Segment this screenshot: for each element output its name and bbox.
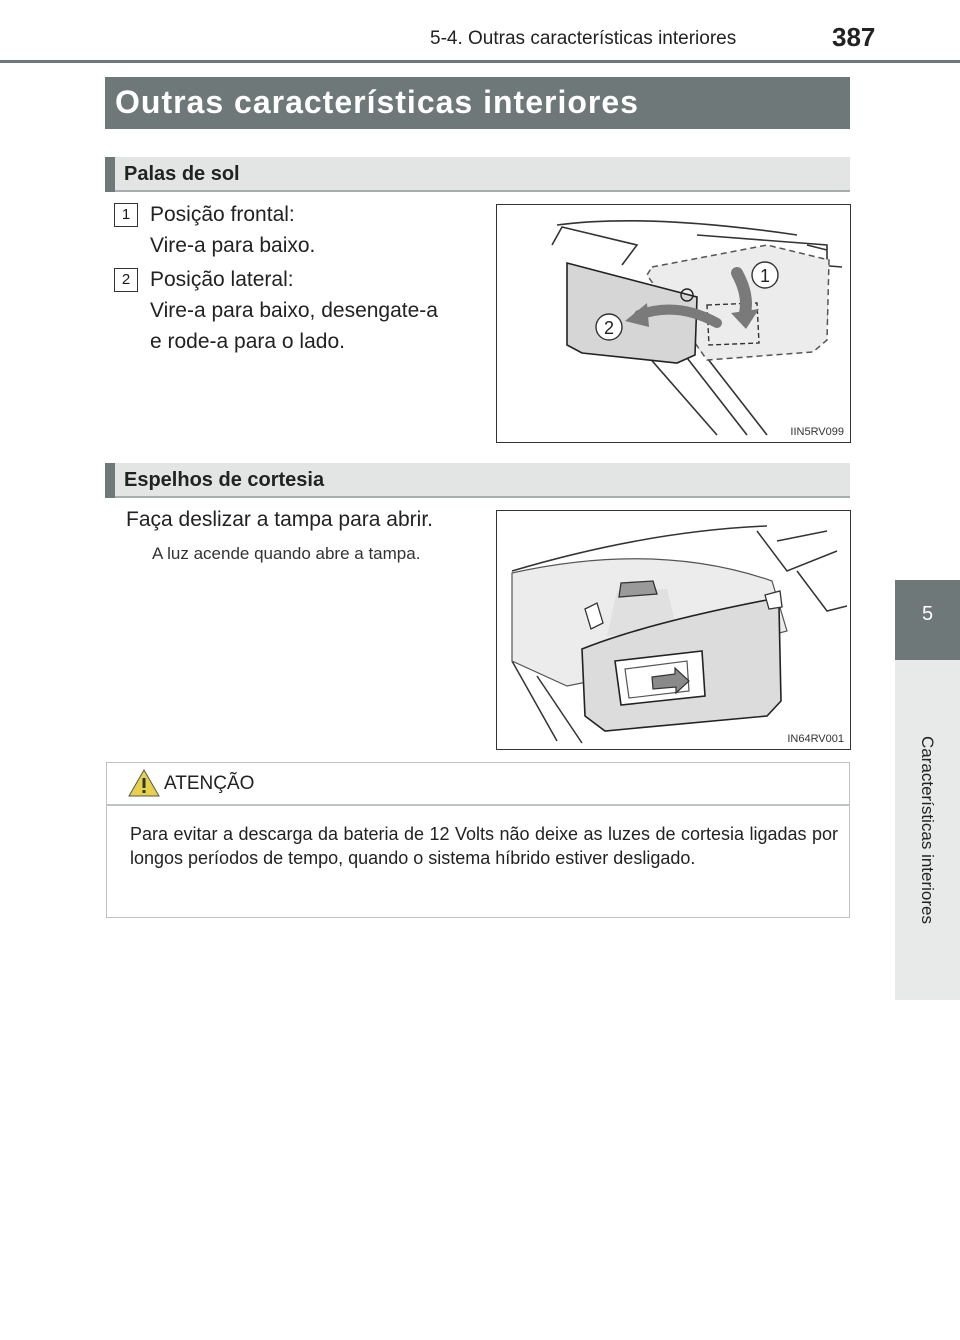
item-2-line3: e rode-a para o lado.: [150, 330, 345, 353]
warning-triangle-icon: [127, 768, 161, 798]
chapter-label: Características interiores: [918, 735, 937, 925]
page-title: Outras características interiores: [115, 84, 639, 120]
item-number-2: 2: [114, 268, 138, 292]
item-1-text: [150, 199, 315, 261]
item-2-line1: Posição lateral:: [150, 268, 294, 291]
sun-visor-illustration: [496, 204, 851, 443]
vanity-mirror-drawing: [497, 511, 850, 749]
mirror-instruction: Faça deslizar a tampa para abrir.: [126, 508, 433, 531]
callout-1: 1: [759, 266, 771, 286]
chapter-number: 5: [921, 603, 934, 625]
section-sun-visors-heading: Palas de sol: [124, 163, 240, 185]
sun-visor-drawing: [497, 205, 850, 442]
running-header: 5-4. Outras características interiores: [430, 28, 737, 49]
section-marker: [105, 157, 115, 192]
item-1-line2: Vire-a para baixo.: [150, 234, 316, 257]
warning-title: ATENÇÃO: [164, 773, 255, 794]
item-1-line1: Posição frontal:: [150, 203, 295, 226]
callout-2: 2: [603, 318, 615, 338]
warning-divider: [107, 804, 849, 806]
figure-code-2: IN64RV001: [787, 733, 844, 745]
mirror-note: A luz acende quando abre a tampa.: [152, 544, 421, 563]
section-marker: [105, 463, 115, 498]
page-number: 387: [832, 22, 876, 52]
item-number-1: 1: [114, 203, 138, 227]
warning-text: Para evitar a descarga da bateria de 12 Volts não deixe as luzes de cortesia ligadas por longos períodos de tempo, quando o sistema híbrido estiver desligado.: [130, 824, 838, 868]
figure-code-1: IIN5RV099: [790, 426, 844, 438]
section-mirrors-heading: Espelhos de cortesia: [124, 469, 325, 491]
vanity-mirror-illustration: [496, 510, 851, 750]
item-2-text: [150, 264, 476, 357]
item-2-line2: Vire-a para baixo, desengate-a: [150, 299, 438, 322]
header-rule: [0, 60, 960, 63]
